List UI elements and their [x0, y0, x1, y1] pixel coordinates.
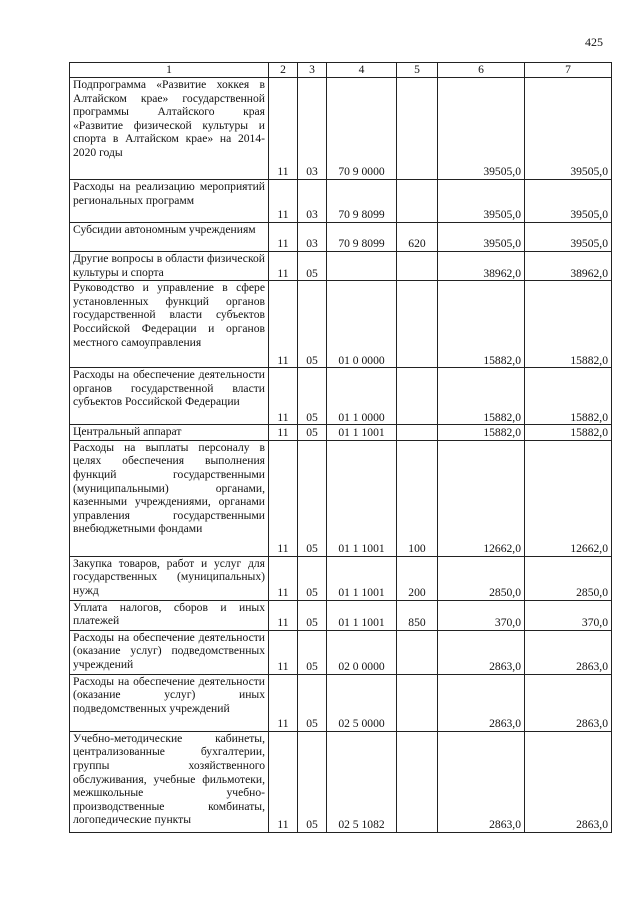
budget-table: [69, 62, 612, 833]
target-article-cell: 02 5 1082: [327, 731, 397, 832]
amount-cell: 370,0: [438, 600, 525, 630]
column-header: 3: [298, 63, 327, 78]
section-code-cell: 11: [269, 223, 298, 252]
subsection-code-cell: 05: [298, 600, 327, 630]
amount-cell: 39505,0: [525, 78, 612, 180]
amount-cell: 15882,0: [438, 368, 525, 425]
section-code-cell: 11: [269, 630, 298, 674]
amount-cell: 15882,0: [525, 368, 612, 425]
subsection-code-cell: 05: [298, 731, 327, 832]
section-code-cell: 11: [269, 281, 298, 368]
section-code-cell: 11: [269, 731, 298, 832]
amount-cell: 2863,0: [525, 630, 612, 674]
page-number: 425: [585, 35, 603, 49]
amount-cell: 15882,0: [525, 425, 612, 441]
row-name-cell: Расходы на обеспечение деятельности (оказание услуг) иных подведомственных учреждений: [70, 674, 269, 731]
table-header-row: [70, 63, 612, 78]
table-row: [70, 252, 612, 281]
column-header: 7: [525, 63, 612, 78]
section-code-cell: 11: [269, 368, 298, 425]
expense-type-cell: [397, 368, 438, 425]
section-code-cell: 11: [269, 600, 298, 630]
subsection-code-cell: 05: [298, 425, 327, 441]
row-name-cell: Уплата налогов, сборов и иных платежей: [70, 600, 269, 630]
row-name-cell: Расходы на реализацию мероприятий региональных программ: [70, 180, 269, 223]
section-code-cell: 11: [269, 180, 298, 223]
expense-type-cell: 100: [397, 440, 438, 556]
subsection-code-cell: 05: [298, 556, 327, 600]
target-article-cell: 02 0 0000: [327, 630, 397, 674]
amount-cell: 2863,0: [525, 674, 612, 731]
target-article-cell: 70 9 0000: [327, 78, 397, 180]
amount-cell: 15882,0: [525, 281, 612, 368]
row-name-cell: Закупка товаров, работ и услуг для государственных (муниципальных) нужд: [70, 556, 269, 600]
column-header: 6: [438, 63, 525, 78]
table-row: [70, 368, 612, 425]
target-article-cell: 01 1 1001: [327, 425, 397, 441]
row-name-cell: Другие вопросы в области физической культуры и спорта: [70, 252, 269, 281]
row-name-cell: Расходы на выплаты персоналу в целях обеспечения выполнения функций государственными (муниципальными) органами, казенными учреждениями, органами управления государственными внебюджетными фондами: [70, 440, 269, 556]
section-code-cell: 11: [269, 425, 298, 441]
section-code-cell: 11: [269, 674, 298, 731]
subsection-code-cell: 05: [298, 252, 327, 281]
section-code-cell: 11: [269, 252, 298, 281]
target-article-cell: 70 9 8099: [327, 223, 397, 252]
target-article-cell: 70 9 8099: [327, 180, 397, 223]
amount-cell: 2863,0: [438, 731, 525, 832]
table-row: [70, 223, 612, 252]
expense-type-cell: [397, 425, 438, 441]
column-header: 2: [269, 63, 298, 78]
row-name-cell: Подпрограмма «Развитие хоккея в Алтайском крае» государственной программы Алтайского края «Развитие физической культуры и спорта в Алтайском крае» на 2014-2020 годы: [70, 78, 269, 180]
column-header: 4: [327, 63, 397, 78]
expense-type-cell: [397, 252, 438, 281]
table-row: [70, 731, 612, 832]
row-name-cell: Руководство и управление в сфере установленных функций органов государственной власти субъектов Российской Федерации и органов местного самоуправления: [70, 281, 269, 368]
subsection-code-cell: 05: [298, 440, 327, 556]
row-name-cell: Центральный аппарат: [70, 425, 269, 441]
table-row: [70, 600, 612, 630]
target-article-cell: 01 1 1001: [327, 600, 397, 630]
amount-cell: 15882,0: [438, 425, 525, 441]
target-article-cell: [327, 252, 397, 281]
section-code-cell: 11: [269, 78, 298, 180]
amount-cell: 2863,0: [438, 630, 525, 674]
subsection-code-cell: 05: [298, 368, 327, 425]
subsection-code-cell: 05: [298, 674, 327, 731]
table-row: [70, 425, 612, 441]
target-article-cell: 01 1 1001: [327, 556, 397, 600]
table-row: [70, 281, 612, 368]
subsection-code-cell: 03: [298, 180, 327, 223]
amount-cell: 15882,0: [438, 281, 525, 368]
section-code-cell: 11: [269, 556, 298, 600]
amount-cell: 39505,0: [525, 180, 612, 223]
column-header: 5: [397, 63, 438, 78]
amount-cell: 38962,0: [438, 252, 525, 281]
expense-type-cell: [397, 674, 438, 731]
expense-type-cell: [397, 180, 438, 223]
amount-cell: 38962,0: [525, 252, 612, 281]
row-name-cell: Субсидии автономным учреждениям: [70, 223, 269, 252]
subsection-code-cell: 05: [298, 630, 327, 674]
table-row: [70, 78, 612, 180]
subsection-code-cell: 03: [298, 78, 327, 180]
amount-cell: 39505,0: [438, 223, 525, 252]
table-row: [70, 180, 612, 223]
amount-cell: 2863,0: [438, 674, 525, 731]
subsection-code-cell: 03: [298, 223, 327, 252]
amount-cell: 2850,0: [438, 556, 525, 600]
amount-cell: 39505,0: [438, 180, 525, 223]
expense-type-cell: [397, 281, 438, 368]
target-article-cell: 01 1 0000: [327, 368, 397, 425]
expense-type-cell: 200: [397, 556, 438, 600]
amount-cell: 12662,0: [438, 440, 525, 556]
amount-cell: 2863,0: [525, 731, 612, 832]
target-article-cell: 01 1 1001: [327, 440, 397, 556]
table-row: [70, 674, 612, 731]
row-name-cell: Учебно-методические кабинеты, централизованные бухгалтерии, группы хозяйственного обслуживания, учебные фильмотеки, межшкольные учебно-производственные комбинаты, логопедические пункты: [70, 731, 269, 832]
expense-type-cell: 620: [397, 223, 438, 252]
amount-cell: 2850,0: [525, 556, 612, 600]
section-code-cell: 11: [269, 440, 298, 556]
table-row: [70, 440, 612, 556]
target-article-cell: 02 5 0000: [327, 674, 397, 731]
expense-type-cell: [397, 731, 438, 832]
target-article-cell: 01 0 0000: [327, 281, 397, 368]
subsection-code-cell: 05: [298, 281, 327, 368]
expense-type-cell: 850: [397, 600, 438, 630]
row-name-cell: Расходы на обеспечение деятельности органов государственной власти субъектов Российской Федерации: [70, 368, 269, 425]
expense-type-cell: [397, 78, 438, 180]
column-header: 1: [70, 63, 269, 78]
amount-cell: 12662,0: [525, 440, 612, 556]
amount-cell: 39505,0: [525, 223, 612, 252]
amount-cell: 39505,0: [438, 78, 525, 180]
amount-cell: 370,0: [525, 600, 612, 630]
row-name-cell: Расходы на обеспечение деятельности (оказание услуг) подведомственных учреждений: [70, 630, 269, 674]
table-row: [70, 556, 612, 600]
expense-type-cell: [397, 630, 438, 674]
table-row: [70, 630, 612, 674]
